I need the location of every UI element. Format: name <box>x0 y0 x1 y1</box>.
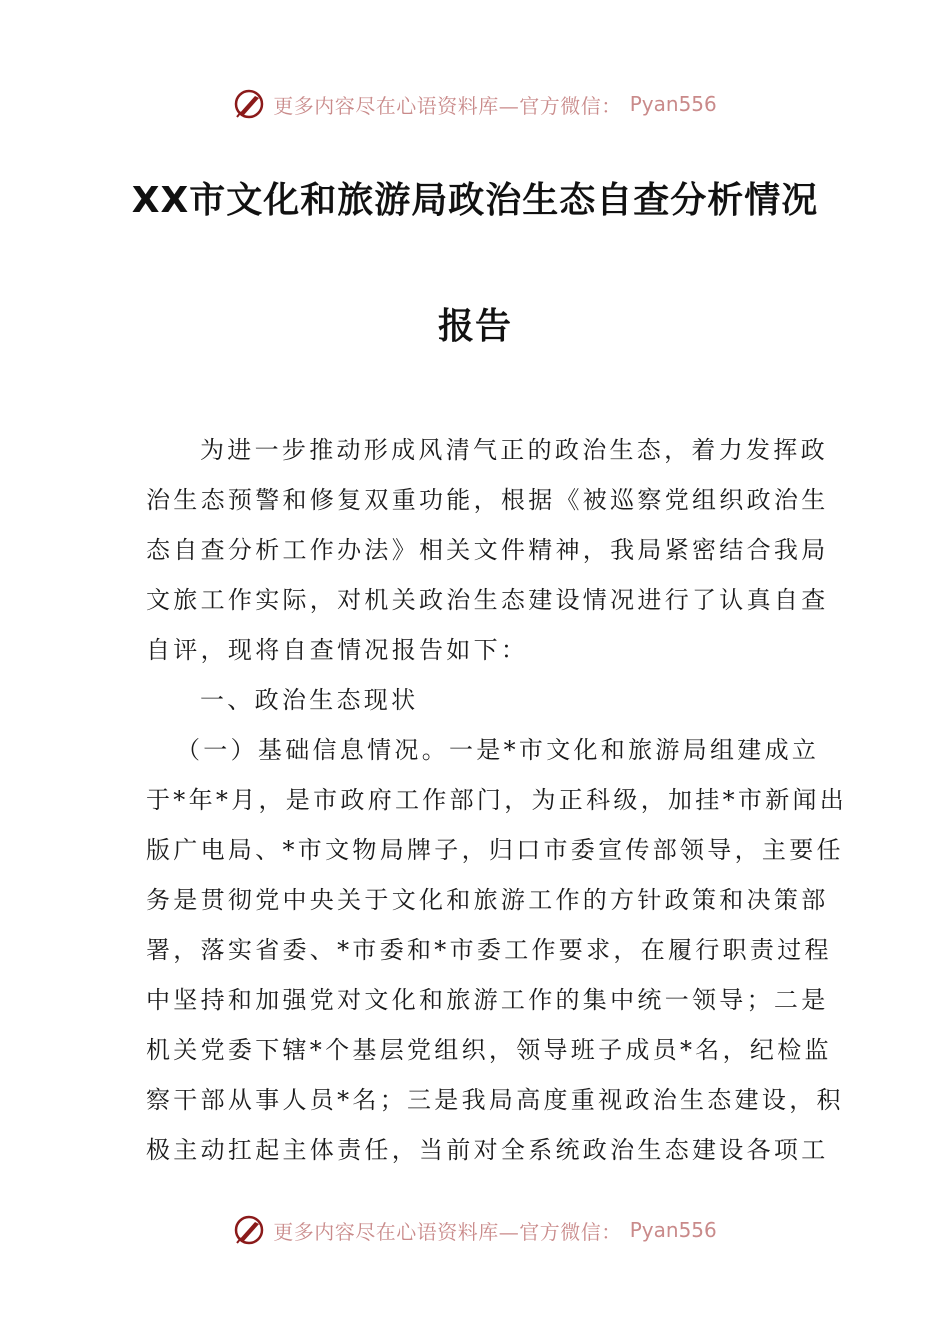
document-title-line-1: XX市文化和旅游局政治生态自查分析情况 <box>131 180 819 221</box>
body-line: 于*年*月，是市政府工作部门，为正科级，加挂*市新闻出 <box>146 786 848 814</box>
watermark-contact: Pyan556 <box>629 1218 717 1242</box>
body-line: 务是贯彻党中央关于文化和旅游工作的方针政策和决策部 <box>146 886 829 914</box>
body-line: 文旅工作实际，对机关政治生态建设情况进行了认真自查 <box>146 586 829 614</box>
watermark-text: 更多内容尽在心语资料库—官方微信： <box>273 1219 622 1244</box>
body-line: （一）基础信息情况。一是*市文化和旅游局组建成立 <box>176 736 820 764</box>
body-line: 中坚持和加强党对文化和旅游工作的集中统一领导；二是 <box>146 986 829 1014</box>
document-body <box>146 425 848 1175</box>
pen-circle-logo-icon <box>233 88 265 120</box>
body-line: 极主动扛起主体责任，当前对全系统政治生态建设各项工 <box>146 1136 829 1164</box>
pen-circle-logo-icon <box>233 1214 265 1246</box>
body-line: 自评，现将自查情况报告如下： <box>146 636 529 664</box>
body-line: 为进一步推动形成风清气正的政治生态，着力发挥政 <box>200 436 828 464</box>
body-line: 署，落实省委、*市委和*市委工作要求，在履行职责过程 <box>146 936 832 964</box>
section-heading: 一、政治生态现状 <box>200 686 419 714</box>
body-line: 机关党委下辖*个基层党组织，领导班子成员*名，纪检监 <box>146 1036 832 1064</box>
body-line: 治生态预警和修复双重功能，根据《被巡察党组织政治生 <box>146 486 829 514</box>
watermark-contact: Pyan556 <box>629 92 717 116</box>
footer-watermark <box>0 1210 950 1250</box>
body-line: 察干部从事人员*名；三是我局高度重视政治生态建设，积 <box>146 1086 844 1114</box>
watermark-text: 更多内容尽在心语资料库—官方微信： <box>273 93 622 118</box>
body-line: 版广电局、*市文物局牌子，归口市委宣传部领导，主要任 <box>146 836 844 864</box>
document-title-line-2: 报告 <box>437 306 512 347</box>
body-line: 态自查分析工作办法》相关文件精神，我局紧密结合我局 <box>146 536 829 564</box>
header-watermark <box>0 84 950 124</box>
